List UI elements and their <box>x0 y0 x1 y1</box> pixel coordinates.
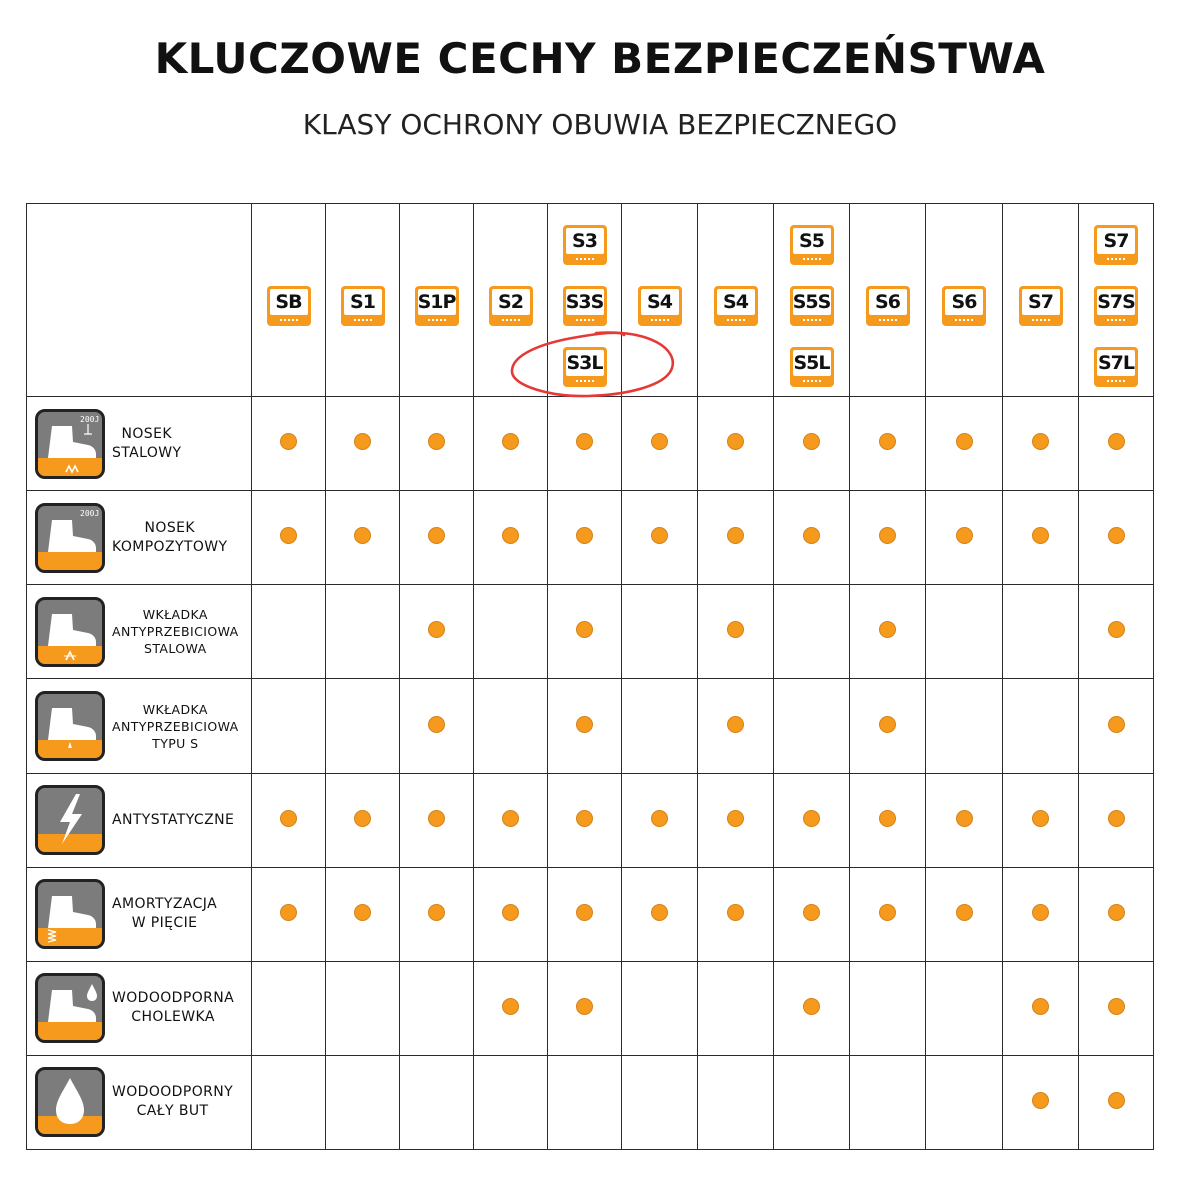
feature-mark-cell <box>774 397 850 491</box>
feature-mark-cell <box>252 397 326 491</box>
feature-mark-cell <box>850 773 926 867</box>
feature-mark-cell <box>474 773 548 867</box>
class-badge-dots <box>866 317 910 323</box>
feature-present-dot <box>727 433 744 450</box>
badge-stack <box>252 274 325 326</box>
feature-mark-cell <box>548 867 622 961</box>
feature-present-dot <box>502 527 519 544</box>
feature-mark-cell <box>850 491 926 585</box>
feature-mark-cell <box>326 585 400 679</box>
class-badge-s3 <box>563 225 607 265</box>
class-badge-label: S7 <box>1097 228 1135 254</box>
class-column-header <box>1003 204 1079 397</box>
class-badge-dots <box>638 317 682 323</box>
class-badge-dots <box>714 317 758 323</box>
feature-present-dot <box>428 904 445 921</box>
feature-present-dot <box>803 810 820 827</box>
class-badge-s7s <box>1094 286 1138 326</box>
class-badge-label: S4 <box>717 289 755 315</box>
feature-mark-cell <box>622 491 698 585</box>
feature-mark-cell <box>774 1055 850 1149</box>
feature-label-line: ANTYPRZEBICIOWA <box>112 718 239 734</box>
class-badge-dots <box>1094 256 1138 262</box>
corner-cell <box>27 204 252 397</box>
class-badge-dots <box>341 317 385 323</box>
feature-mark-cell <box>850 867 926 961</box>
feature-cell <box>27 491 252 585</box>
class-badge-dots <box>267 317 311 323</box>
feature-present-dot <box>428 527 445 544</box>
feature-mark-cell <box>474 679 548 773</box>
header-row <box>27 204 1154 397</box>
feature-present-dot <box>879 433 896 450</box>
feature-mark-cell <box>698 773 774 867</box>
feature-present-dot <box>651 433 668 450</box>
class-column-header <box>474 204 548 397</box>
steel-toe-boot-icon <box>35 409 105 479</box>
class-badge-s1p <box>415 286 459 326</box>
feature-present-dot <box>280 433 297 450</box>
feature-mark-cell <box>326 961 400 1055</box>
badge-stack <box>1079 213 1153 387</box>
feature-mark-cell <box>1003 585 1079 679</box>
feature-label <box>112 606 239 657</box>
feature-present-dot <box>1108 716 1125 733</box>
feature-label <box>112 811 234 830</box>
feature-mark-cell <box>400 1055 474 1149</box>
feature-present-dot <box>879 810 896 827</box>
feature-mark-cell <box>326 867 400 961</box>
feature-mark-cell <box>252 585 326 679</box>
feature-mark-cell <box>774 491 850 585</box>
class-badge-dots <box>415 317 459 323</box>
feature-mark-cell <box>252 491 326 585</box>
feature-present-dot <box>576 716 593 733</box>
feature-mark-cell <box>698 867 774 961</box>
feature-mark-cell <box>926 397 1003 491</box>
heel-spring-boot-icon <box>35 879 105 949</box>
feature-mark-cell <box>1003 867 1079 961</box>
class-badge-label: S5L <box>793 352 830 375</box>
class-badge-dots <box>1094 317 1138 323</box>
feature-mark-cell <box>1003 1055 1079 1149</box>
class-column-header <box>548 204 622 397</box>
feature-present-dot <box>280 904 297 921</box>
feature-present-dot <box>576 527 593 544</box>
feature-mark-cell <box>622 961 698 1055</box>
feature-present-dot <box>576 433 593 450</box>
feature-present-dot <box>280 810 297 827</box>
feature-label <box>112 989 234 1027</box>
class-badge-label: S1P <box>417 291 456 314</box>
class-column-header <box>850 204 926 397</box>
feature-row <box>27 867 1154 961</box>
feature-present-dot <box>1032 810 1049 827</box>
badge-stack <box>326 274 399 326</box>
feature-present-dot <box>727 716 744 733</box>
class-badge-s7 <box>1019 286 1063 326</box>
feature-mark-cell <box>1079 585 1154 679</box>
feature-present-dot <box>879 527 896 544</box>
feature-cell <box>27 397 252 491</box>
feature-present-dot <box>428 621 445 638</box>
feature-mark-cell <box>850 585 926 679</box>
feature-mark-cell <box>926 1055 1003 1149</box>
feature-label-line: WKŁADKA <box>142 607 208 623</box>
class-column-header <box>622 204 698 397</box>
feature-mark-cell <box>1003 679 1079 773</box>
feature-present-dot <box>956 904 973 921</box>
badge-stack <box>850 274 925 326</box>
svg-text:200J: 200J <box>80 414 100 424</box>
class-badge-label: S3 <box>566 228 604 254</box>
feature-present-dot <box>727 527 744 544</box>
feature-mark-cell <box>1079 679 1154 773</box>
textile-midsole-boot-icon <box>35 691 105 761</box>
feature-label-line: STALOWA <box>144 641 207 657</box>
class-badge-dots <box>563 256 607 262</box>
feature-present-dot <box>1108 904 1125 921</box>
feature-mark-cell <box>548 1055 622 1149</box>
feature-label-line: AMORTYZACJA <box>112 896 218 913</box>
class-column-header <box>774 204 850 397</box>
feature-mark-cell <box>926 773 1003 867</box>
class-badge-sb <box>267 286 311 326</box>
class-badge-s4 <box>638 286 682 326</box>
class-badge-s7 <box>1094 225 1138 265</box>
feature-label-line: NOSEK <box>121 425 172 442</box>
feature-mark-cell <box>474 491 548 585</box>
feature-present-dot <box>803 433 820 450</box>
class-badge-dots <box>563 317 607 323</box>
class-column-header <box>252 204 326 397</box>
feature-present-dot <box>956 527 973 544</box>
feature-mark-cell <box>400 679 474 773</box>
feature-mark-cell <box>850 397 926 491</box>
feature-present-dot <box>354 527 371 544</box>
feature-label <box>112 895 217 933</box>
feature-present-dot <box>1108 998 1125 1015</box>
feature-mark-cell <box>698 585 774 679</box>
feature-mark-cell <box>1079 773 1154 867</box>
feature-mark-cell <box>548 491 622 585</box>
feature-row <box>27 961 1154 1055</box>
feature-label <box>112 425 181 463</box>
feature-mark-cell <box>1003 397 1079 491</box>
badge-stack <box>1003 274 1078 326</box>
class-badge-label: S2 <box>492 289 530 315</box>
feature-label-line: W PIĘCIE <box>131 915 198 932</box>
class-badge-s4 <box>714 286 758 326</box>
composite-toe-boot-icon <box>35 503 105 573</box>
class-badge-s5s <box>790 286 834 326</box>
feature-mark-cell <box>1079 491 1154 585</box>
feature-present-dot <box>1032 527 1049 544</box>
feature-mark-cell <box>474 585 548 679</box>
class-badge-s3s <box>563 286 607 326</box>
feature-row <box>27 585 1154 679</box>
feature-present-dot <box>803 527 820 544</box>
feature-mark-cell <box>400 773 474 867</box>
feature-label-line: STALOWY <box>112 444 182 461</box>
class-badge-label: S3S <box>565 291 604 314</box>
class-badge-label: S4 <box>641 289 679 315</box>
feature-present-dot <box>428 810 445 827</box>
feature-label-line: TYPU S <box>152 735 199 751</box>
class-badge-label: S3L <box>566 352 603 375</box>
feature-present-dot <box>727 904 744 921</box>
feature-present-dot <box>280 527 297 544</box>
feature-mark-cell <box>400 585 474 679</box>
feature-mark-cell <box>850 679 926 773</box>
feature-mark-cell <box>622 773 698 867</box>
feature-present-dot <box>576 810 593 827</box>
feature-mark-cell <box>622 585 698 679</box>
feature-present-dot <box>502 433 519 450</box>
feature-mark-cell <box>400 397 474 491</box>
feature-present-dot <box>879 904 896 921</box>
feature-label <box>112 1083 233 1121</box>
feature-mark-cell <box>1079 961 1154 1055</box>
class-badge-label: S6 <box>869 289 907 315</box>
feature-present-dot <box>502 810 519 827</box>
page-title: KLUCZOWE CECHY BEZPIECZEŃSTWA <box>154 34 1046 83</box>
feature-present-dot <box>1108 1092 1125 1109</box>
feature-mark-cell <box>548 679 622 773</box>
feature-mark-cell <box>1003 491 1079 585</box>
feature-mark-cell <box>548 961 622 1055</box>
badge-stack <box>698 274 773 326</box>
feature-row <box>27 773 1154 867</box>
feature-mark-cell <box>774 585 850 679</box>
feature-present-dot <box>1108 527 1125 544</box>
feature-mark-cell <box>698 491 774 585</box>
feature-present-dot <box>651 527 668 544</box>
feature-row <box>27 397 1154 491</box>
feature-row <box>27 491 1154 585</box>
feature-mark-cell <box>926 961 1003 1055</box>
feature-mark-cell <box>326 491 400 585</box>
feature-mark-cell <box>622 397 698 491</box>
feature-cell <box>27 585 252 679</box>
class-badge-dots <box>790 378 834 384</box>
feature-present-dot <box>1032 904 1049 921</box>
feature-mark-cell <box>698 1055 774 1149</box>
feature-mark-cell <box>548 585 622 679</box>
feature-present-dot <box>727 621 744 638</box>
feature-label-line: CHOLEWKA <box>131 1009 215 1026</box>
class-badge-s1 <box>341 286 385 326</box>
feature-cell <box>27 961 252 1055</box>
class-badge-dots <box>1019 317 1063 323</box>
feature-present-dot <box>1032 998 1049 1015</box>
feature-mark-cell <box>850 1055 926 1149</box>
feature-mark-cell <box>548 397 622 491</box>
class-badge-dots <box>489 317 533 323</box>
feature-row <box>27 679 1154 773</box>
feature-mark-cell <box>1079 1055 1154 1149</box>
feature-mark-cell <box>698 961 774 1055</box>
feature-mark-cell <box>474 867 548 961</box>
class-badge-label: S1 <box>344 289 382 315</box>
feature-label-line: ANTYSTATYCZNE <box>112 811 235 828</box>
steel-midsole-boot-icon <box>35 597 105 667</box>
class-column-header <box>1079 204 1154 397</box>
feature-cell <box>27 679 252 773</box>
badge-stack <box>926 274 1002 326</box>
class-badge-s7l <box>1094 347 1138 387</box>
feature-present-dot <box>956 810 973 827</box>
feature-label-line: CAŁY BUT <box>136 1103 209 1120</box>
badge-stack <box>622 274 697 326</box>
class-badge-label: S5S <box>792 291 831 314</box>
feature-present-dot <box>956 433 973 450</box>
feature-label-line: KOMPOZYTOWY <box>112 538 228 555</box>
feature-mark-cell <box>400 961 474 1055</box>
feature-mark-cell <box>326 397 400 491</box>
feature-present-dot <box>576 621 593 638</box>
feature-mark-cell <box>926 679 1003 773</box>
class-badge-dots <box>563 378 607 384</box>
feature-mark-cell <box>926 491 1003 585</box>
feature-present-dot <box>651 810 668 827</box>
feature-present-dot <box>1032 1092 1049 1109</box>
feature-label-line: NOSEK <box>144 519 195 536</box>
class-badge-s6 <box>942 286 986 326</box>
feature-present-dot <box>879 716 896 733</box>
badge-stack <box>774 213 849 387</box>
feature-cell <box>27 1055 252 1149</box>
feature-mark-cell <box>1079 867 1154 961</box>
feature-mark-cell <box>326 679 400 773</box>
class-badge-label: S5 <box>793 228 831 254</box>
feature-present-dot <box>428 716 445 733</box>
feature-present-dot <box>1108 810 1125 827</box>
class-badge-s2 <box>489 286 533 326</box>
class-column-header <box>326 204 400 397</box>
feature-mark-cell <box>1003 961 1079 1055</box>
feature-mark-cell <box>548 773 622 867</box>
feature-present-dot <box>502 998 519 1015</box>
feature-mark-cell <box>622 867 698 961</box>
feature-label <box>112 519 227 557</box>
feature-mark-cell <box>1003 773 1079 867</box>
protection-class-table <box>26 203 1150 1150</box>
feature-present-dot <box>1108 621 1125 638</box>
feature-mark-cell <box>474 1055 548 1149</box>
water-drop-icon <box>35 1067 105 1137</box>
class-badge-s5l <box>790 347 834 387</box>
feature-label-line: ANTYPRZEBICIOWA <box>112 624 239 640</box>
feature-present-dot <box>1032 433 1049 450</box>
feature-present-dot <box>879 621 896 638</box>
feature-present-dot <box>651 904 668 921</box>
class-badge-label: S7L <box>1097 352 1134 375</box>
feature-present-dot <box>727 810 744 827</box>
feature-mark-cell <box>326 773 400 867</box>
feature-present-dot <box>354 810 371 827</box>
page-subtitle: KLASY OCHRONY OBUWIA BEZPIECZNEGO <box>302 108 898 141</box>
feature-label-line: WODOODPORNY <box>112 1084 234 1101</box>
class-badge-dots <box>790 317 834 323</box>
feature-label <box>112 701 239 752</box>
feature-present-dot <box>1108 433 1125 450</box>
feature-label-line: WKŁADKA <box>142 701 208 717</box>
feature-mark-cell <box>622 1055 698 1149</box>
feature-mark-cell <box>252 1055 326 1149</box>
feature-present-dot <box>354 433 371 450</box>
feature-cell <box>27 773 252 867</box>
feature-mark-cell <box>252 773 326 867</box>
class-badge-label: SB <box>270 289 308 315</box>
feature-mark-cell <box>774 961 850 1055</box>
feature-mark-cell <box>622 679 698 773</box>
feature-mark-cell <box>774 773 850 867</box>
feature-mark-cell <box>774 679 850 773</box>
feature-row <box>27 1055 1154 1149</box>
feature-cell <box>27 867 252 961</box>
water-drop-boot-icon <box>35 973 105 1043</box>
feature-mark-cell <box>400 491 474 585</box>
feature-present-dot <box>803 998 820 1015</box>
class-badge-s3l <box>563 347 607 387</box>
class-badge-s5 <box>790 225 834 265</box>
badge-stack <box>474 274 547 326</box>
feature-present-dot <box>502 904 519 921</box>
class-badge-dots <box>790 256 834 262</box>
feature-mark-cell <box>326 1055 400 1149</box>
feature-mark-cell <box>474 961 548 1055</box>
feature-present-dot <box>354 904 371 921</box>
feature-mark-cell <box>850 961 926 1055</box>
class-badge-label: S7 <box>1022 289 1060 315</box>
feature-mark-cell <box>474 397 548 491</box>
feature-present-dot <box>576 904 593 921</box>
feature-present-dot <box>803 904 820 921</box>
svg-text:200J: 200J <box>80 508 100 518</box>
feature-mark-cell <box>252 867 326 961</box>
class-column-header <box>400 204 474 397</box>
feature-mark-cell <box>926 867 1003 961</box>
feature-mark-cell <box>774 867 850 961</box>
class-badge-label: S7S <box>1097 291 1135 314</box>
feature-label-line: WODOODPORNA <box>112 990 235 1007</box>
class-badge-label: S6 <box>945 289 983 315</box>
feature-mark-cell <box>698 397 774 491</box>
feature-mark-cell <box>252 961 326 1055</box>
class-badge-dots <box>942 317 986 323</box>
badge-stack <box>400 274 473 326</box>
feature-mark-cell <box>252 679 326 773</box>
feature-mark-cell <box>400 867 474 961</box>
badge-stack <box>548 213 621 387</box>
feature-mark-cell <box>1079 397 1154 491</box>
feature-present-dot <box>576 998 593 1015</box>
class-badge-s6 <box>866 286 910 326</box>
feature-mark-cell <box>926 585 1003 679</box>
class-column-header <box>926 204 1003 397</box>
lightning-icon <box>35 785 105 855</box>
feature-present-dot <box>428 433 445 450</box>
class-column-header <box>698 204 774 397</box>
feature-mark-cell <box>698 679 774 773</box>
class-badge-dots <box>1094 378 1138 384</box>
